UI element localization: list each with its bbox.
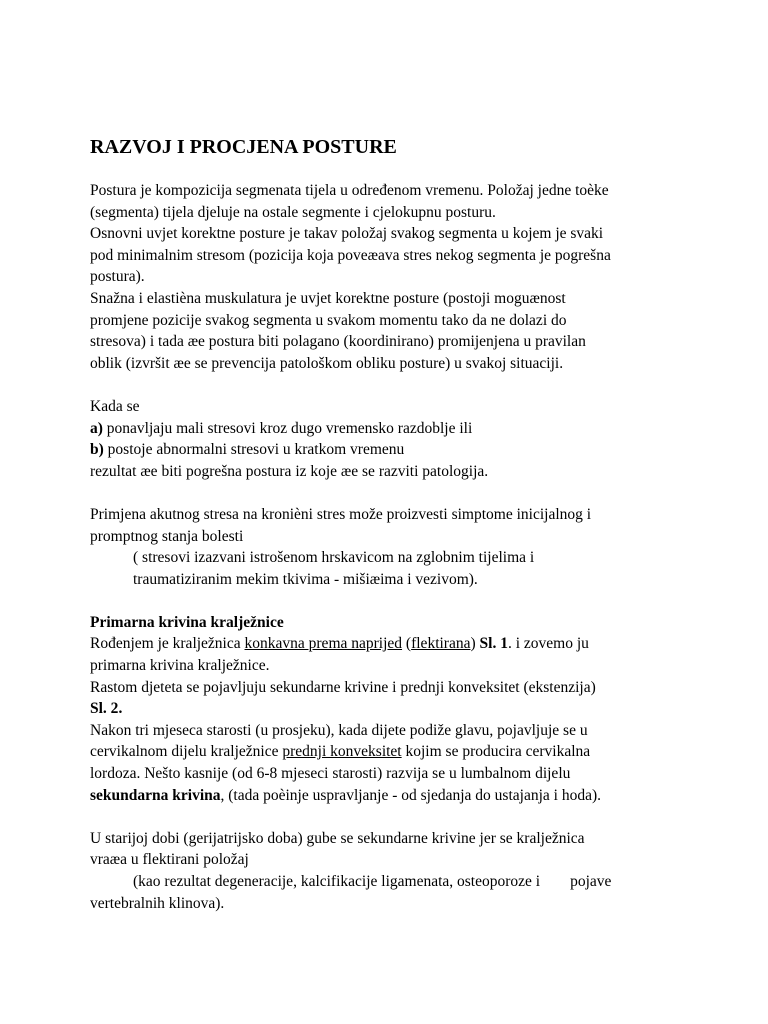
list-item-b <box>90 439 730 461</box>
list-marker: b) <box>90 441 104 459</box>
text-line <box>90 698 730 720</box>
text-line: Snažna i elastièna muskulatura je uvjet korektne posture (postoji moguænost <box>90 289 566 307</box>
text-line <box>90 633 730 655</box>
underlined-term: flektirana <box>411 635 471 653</box>
text-line: rezultat æe biti pogrešna postura iz koje æe se razviti patologija. <box>90 462 489 480</box>
indented-line: ( stresovi izazvani istrošenom hrskavicom na zglobnim tijelima i <box>133 549 535 567</box>
text-line: promptnog stanja bolesti <box>90 527 244 545</box>
text-line: vertebralnih klinova). <box>90 894 225 912</box>
text-line: Rastom djeteta se pojavljuju sekundarne krivine i prednji konveksitet (ekstenzija) <box>90 678 596 696</box>
figure-reference: Sl. 1 <box>479 635 508 653</box>
text-line: (segmenta) tijela djeluje na ostale segmente i cjelokupnu posturu. <box>90 203 496 221</box>
text-line <box>90 785 730 807</box>
text-line: vraæa u flektirani položaj <box>90 851 249 869</box>
paragraph-posture-definition <box>90 180 730 374</box>
text-run: . <box>118 700 123 718</box>
underlined-term: prednji konveksitet <box>282 743 402 761</box>
text-run: cervikalnom dijelu kralježnice <box>90 743 283 761</box>
section-primary-curve <box>90 612 730 806</box>
paragraph-gap <box>90 374 730 396</box>
indented-line: traumatiziranim mekim tkivima - mišiæima i vezivom). <box>133 570 478 588</box>
text-run: (kao rezultat degeneracije, kalcifikacije ligamenata, osteoporoze i <box>133 873 541 890</box>
text-line: Primjena akutnog stresa na kronièni stres može proizvesti simptome inicijalnog i <box>90 505 592 523</box>
text-line: pod minimalnim stresom (pozicija koja poveæava stres nekog segmenta je pogrešna <box>90 246 611 264</box>
paragraph-gap <box>90 482 730 504</box>
text-line: postura). <box>90 268 145 286</box>
text-line: Nakon tri mjeseca starosti (u prosjeku), kada dijete podiže glavu, pojavljuje se u <box>90 721 588 739</box>
underlined-term: konkavna prema naprijed <box>244 635 403 653</box>
indented-line <box>90 871 730 893</box>
text-run: ) <box>470 635 480 653</box>
paragraph-gap <box>90 806 730 828</box>
text-line: promjene pozicije svakog segmenta u svakom momentu tako da ne dolazi do <box>90 311 567 329</box>
text-run: ( <box>402 635 412 653</box>
text-line: stresova) i tada æe postura biti polagano (koordinirano) promijenjena u pravilan <box>90 333 586 351</box>
text-run: pojave <box>570 873 612 890</box>
text-line: Kada se <box>90 397 140 415</box>
paragraph-gap <box>90 590 730 612</box>
paragraph-old-age <box>90 828 730 914</box>
text-run: kojim se producira cervikalna <box>401 743 591 761</box>
document-body <box>90 180 730 914</box>
paragraph-acute-stress <box>90 504 730 590</box>
bold-term: sekundarna krivina <box>90 786 221 804</box>
text-run: . i zovemo ju <box>507 635 589 653</box>
list-text: ponavljaju mali stresovi kroz dugo vremensko razdoblje ili <box>102 419 473 437</box>
figure-reference: Sl. 2 <box>90 700 119 718</box>
section-heading: Primarna krivina kralježnice <box>90 613 284 631</box>
text-run: Rođenjem je kralježnica <box>90 635 245 653</box>
text-line: oblik (izvršit æe se prevencija patološkom obliku posture) u svakoj situaciji. <box>90 354 564 372</box>
text-line: primarna krivina kralježnice. <box>90 657 270 675</box>
list-marker: a) <box>90 419 103 437</box>
text-line: Osnovni uvjet korektne posture je takav položaj svakog segmenta u kojem je svaki <box>90 225 604 243</box>
paragraph-stress-conditions <box>90 396 730 482</box>
text-line: U starijoj dobi (gerijatrijsko doba) gube se sekundarne krivine jer se kralježnica <box>90 829 585 847</box>
text-line: Postura je kompozicija segmenata tijela u određenom vremenu. Položaj jedne toèke <box>90 182 609 199</box>
text-line <box>90 741 730 763</box>
page-title: RAZVOJ I PROCJENA POSTURE <box>90 136 397 158</box>
text-line: lordoza. Nešto kasnije (od 6-8 mjeseci starosti) razvija se u lumbalnom dijelu <box>90 765 571 783</box>
list-text: postoje abnormalni stresovi u kratkom vremenu <box>103 441 405 459</box>
text-run: , (tada poèinje uspravljanje - od sjedanja do ustajanja i hoda). <box>220 786 601 804</box>
list-item-a <box>90 418 730 440</box>
